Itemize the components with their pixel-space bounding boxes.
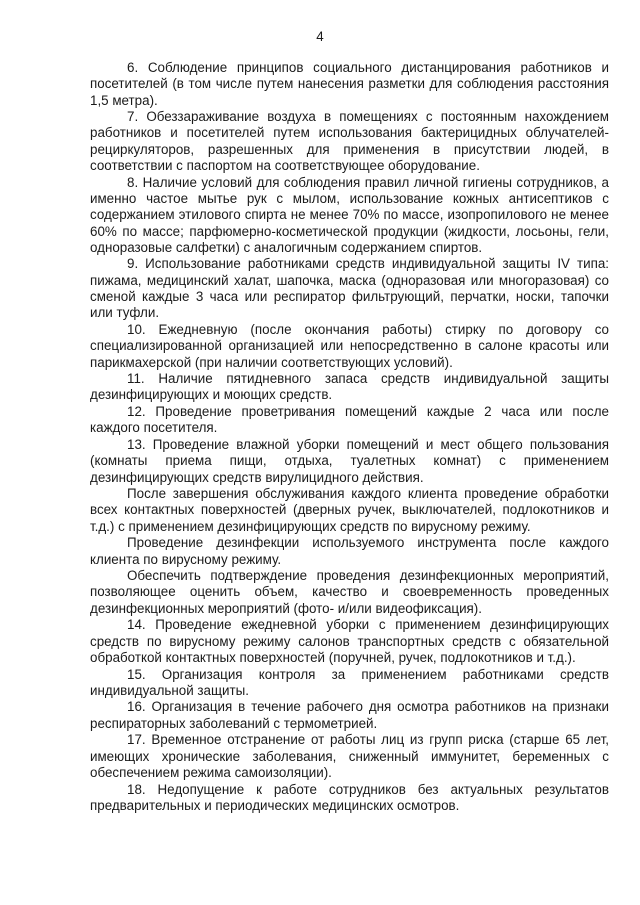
- paragraph-item-7: 7. Обеззараживание воздуха в помещениях с постоянным нахождением работников и посетителей путем использования бактерицидных облучателей-рециркуляторов, разрешенных для применения в присутствии людей, в соответствии с паспортом на соответствующее оборудование.: [90, 109, 609, 174]
- paragraph-item-16: 16. Организация в течение рабочего дня осмотра работников на признаки респираторных заболеваний с термометрией.: [90, 699, 609, 731]
- page-number: 4: [316, 29, 324, 44]
- paragraph-disinfection-confirmation: Обеспечить подтверждение проведения дезинфекционных мероприятий, позволяющее оценить объем, качество и своевременность проведенных дезинфекционных мероприятий (фото- и/или видеофиксация).: [90, 568, 609, 616]
- paragraph-after-service-disinfection: После завершения обслуживания каждого клиента проведение обработки всех контактных поверхностей (дверных ручек, выключателей, подлокотников и т.д.) с применением дезинфицирующих средств по вирусному режиму.: [90, 486, 609, 534]
- paragraph-item-12: 12. Проведение проветривания помещений каждые 2 часа или после каждого посетителя.: [90, 404, 609, 436]
- paragraph-item-11: 11. Наличие пятидневного запаса средств индивидуальной защиты дезинфицирующих и моющих средств.: [90, 371, 609, 403]
- paragraph-item-9: 9. Использование работниками средств индивидуальной защиты IV типа: пижама, медицинский халат, шапочка, маска (одноразовая или многоразовая) со сменой каждые 3 часа или респиратор фильтрующий, перчатки, носки, тапочки или туфли.: [90, 256, 609, 321]
- document-body: [90, 60, 609, 814]
- paragraph-item-15: 15. Организация контроля за применением работниками средств индивидуальной защиты.: [90, 666, 609, 698]
- paragraph-item-14: 14. Проведение ежедневной уборки с применением дезинфицирующих средств по вирусному режиму салонов транспортных средств с обязательной обработкой контактных поверхностей (поручней, ручек, подлокотников и т.д.).: [90, 617, 609, 665]
- paragraph-item-18: 18. Недопущение к работе сотрудников без актуальных результатов предварительных и периодических медицинских осмотров.: [90, 781, 609, 813]
- paragraph-item-6: 6. Соблюдение принципов социального дистанцирования работников и посетителей (в том числе путем нанесения разметки для соблюдения расстояния 1,5 метра).: [90, 60, 609, 108]
- paragraph-item-13: 13. Проведение влажной уборки помещений и мест общего пользования (комнаты приема пищи, отдыха, туалетных комнат) с применением дезинфицирующих средств вирулицидного действия.: [90, 436, 609, 485]
- paragraph-item-8: 8. Наличие условий для соблюдения правил личной гигиены сотрудников, а именно частое мытье рук с мылом, использование кожных антисептиков с содержанием этилового спирта не менее 70% по массе, изопропилового не менее 60% по массе; парфюмерно-косметической продукции (жидкости, лосьоны, гели, одноразовые салфетки) с аналогичным содержанием спиртов.: [90, 174, 609, 255]
- paragraph-item-17: 17. Временное отстранение от работы лиц из групп риска (старше 65 лет, имеющих хронические заболевания, сниженный иммунитет, беременных с обеспечением режима самоизоляции).: [90, 732, 609, 780]
- paragraph-instrument-disinfection: Проведение дезинфекции используемого инструмента после каждого клиента по вирусному режиму.: [90, 535, 609, 567]
- paragraph-item-10: 10. Ежедневную (после окончания работы) стирку по договору со специализированной организацией или непосредственно в салоне красоты или парикмахерской (при наличии соответствующих условий).: [90, 321, 609, 370]
